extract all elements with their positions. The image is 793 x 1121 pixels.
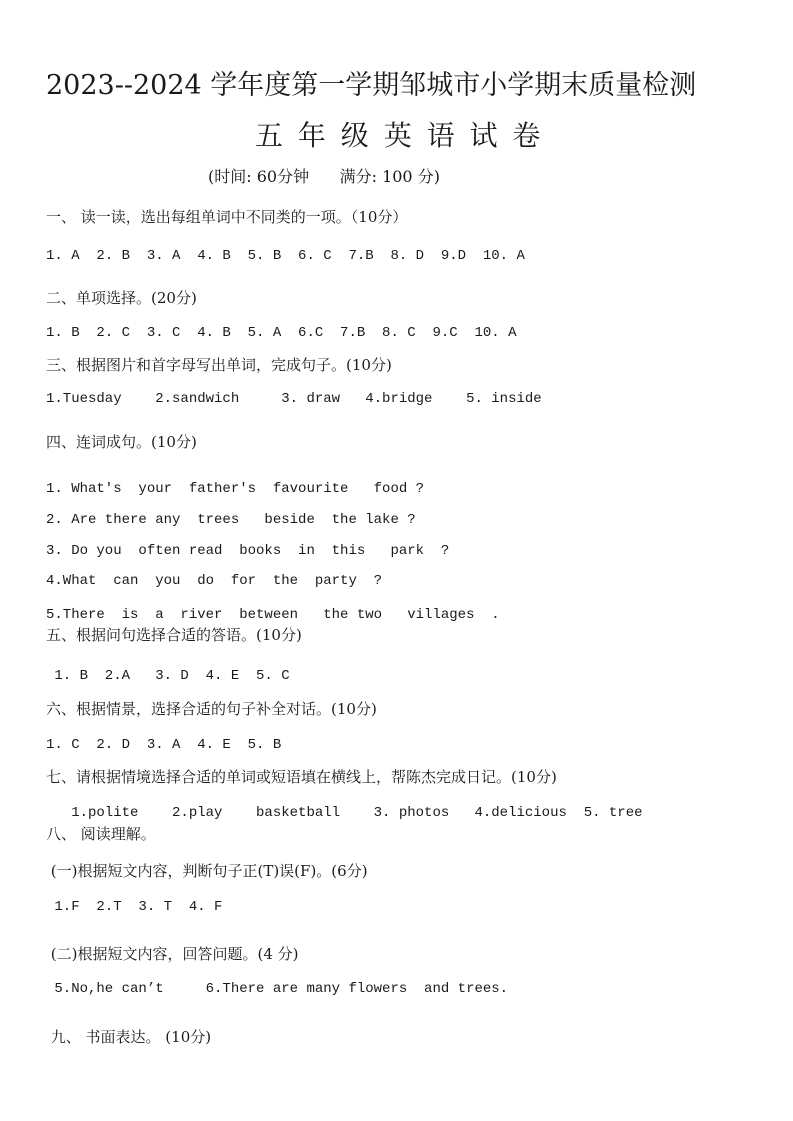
section-4-heading: 四、连词成句。(10分) (46, 433, 197, 451)
section-7-answers: 1.polite 2.play basketball 3. photos 4.delicious 5. tree (46, 805, 643, 821)
section-8-part-1-heading: (一)根据短文内容，判断句子正(T)误(F)。(6分) (46, 862, 368, 880)
section-3-heading: 三、根据图片和首字母写出单词，完成句子。(10分) (46, 356, 392, 374)
section-1-heading: 一、 读一读，选出每组单词中不同类的一项。（10分） (46, 208, 408, 226)
section-8-part-2-heading: (二)根据短文内容，回答问题。(4 分) (46, 945, 299, 963)
section-1-answers: 1. A 2. B 3. A 4. B 5. B 6. C 7.B 8. D 9.D 10. A (46, 248, 525, 264)
section-8-part-1-answers: 1.F 2.T 3. T 4. F (46, 899, 223, 915)
section-8-heading: 八、 阅读理解。 (46, 825, 156, 843)
section-4-answer-2: 2. Are there any trees beside the lake ? (46, 512, 416, 528)
section-5-heading: 五、根据问句选择合适的答语。(10分) (46, 626, 302, 644)
section-2-answers: 1. B 2. C 3. C 4. B 5. A 6.C 7.B 8. C 9.C 10. A (46, 325, 517, 341)
section-4-answer-1: 1. What's your father's favourite food ? (46, 481, 425, 497)
section-6-heading: 六、根据情景，选择合适的句子补全对话。(10分) (46, 700, 377, 718)
section-4-answer-4: 4.What can you do for the party ? (46, 573, 383, 589)
page-subtitle: 五 年 级 英 语 试 卷 (255, 119, 544, 152)
section-4-answer-3: 3. Do you often read books in this park ? (46, 543, 450, 559)
section-4-answer-5: 5.There is a river between the two villages . (46, 607, 500, 623)
section-8-part-2-answers: 5.No,he can’t 6.There are many flowers and trees. (46, 981, 509, 997)
section-2-heading: 二、单项选择。(20分) (46, 289, 197, 307)
section-5-answers: 1. B 2.A 3. D 4. E 5. C (46, 668, 290, 684)
section-3-answers: 1.Tuesday 2.sandwich 3. draw 4.bridge 5. inside (46, 391, 542, 407)
section-9-heading: 九、 书面表达。 (10分) (46, 1028, 212, 1046)
section-7-heading: 七、请根据情境选择合适的单词或短语填在横线上，帮陈杰完成日记。(10分) (46, 768, 557, 786)
time-and-score-info: (时间: 60分钟 满分: 100 分) (208, 167, 440, 186)
page-title: 2023--2024 学年度第一学期邹城市小学期末质量检测 (46, 70, 697, 101)
section-6-answers: 1. C 2. D 3. A 4. E 5. B (46, 737, 282, 753)
